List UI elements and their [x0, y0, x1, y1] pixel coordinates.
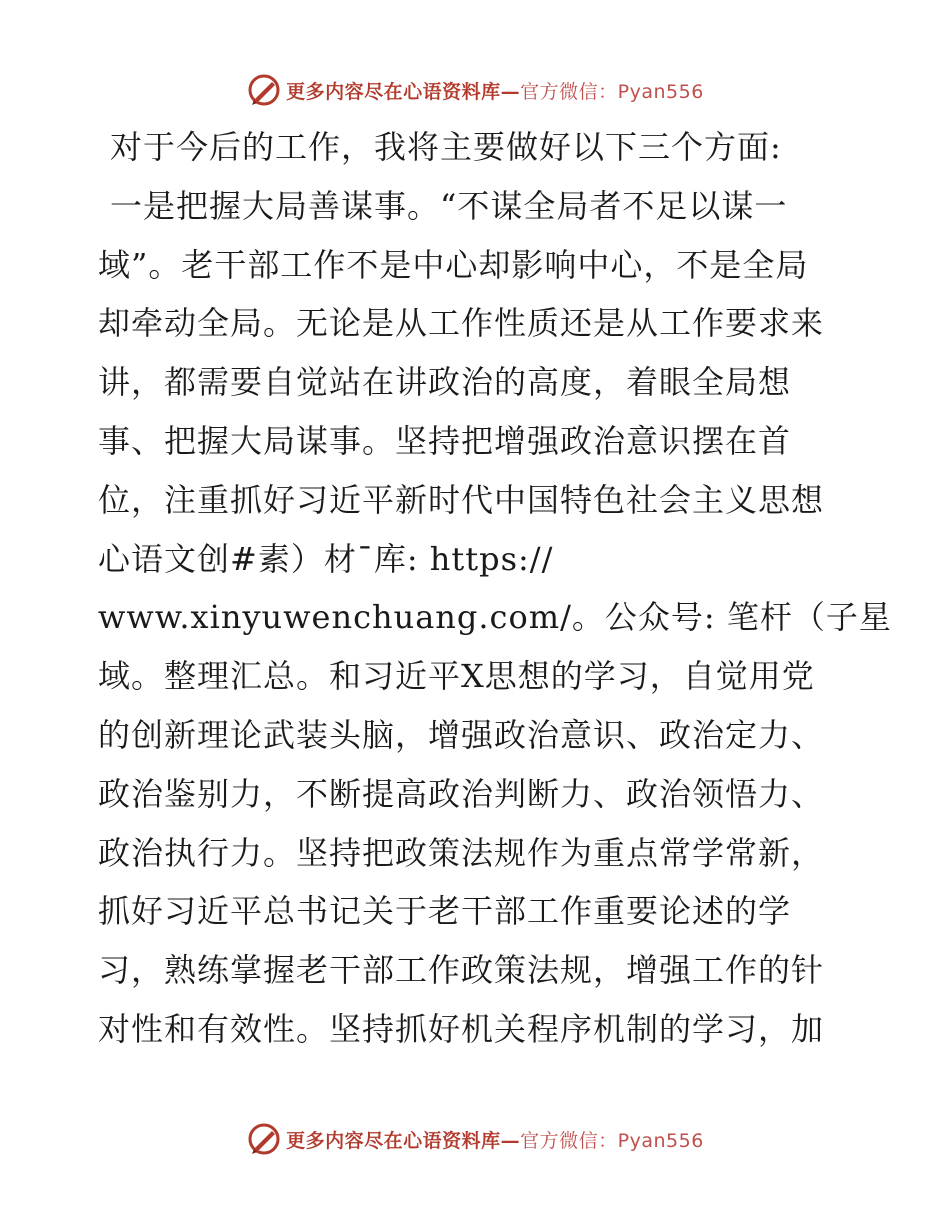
body-line: 讲，都需要自觉站在讲政治的高度，着眼全局想: [98, 363, 792, 402]
body-line: www.xinyuwenchuang.com/。公众号: 笔杆（子星: [98, 598, 892, 637]
footer-banner-contact-text: 官方微信：Pyan556: [520, 1129, 704, 1152]
body-line: 政治执行力。坚持把政策法规作为重点常学常新，: [98, 833, 825, 872]
body-line: 一是把握大局善谋事。“不谋全局者不足以谋一: [110, 186, 788, 225]
body-line: 对于今后的工作，我将主要做好以下三个方面:: [110, 128, 782, 166]
body-line: 位，注重抓好习近平新时代中国特色社会主义思想: [98, 480, 825, 519]
document-body: [98, 118, 892, 1059]
footer-banner: [0, 1121, 950, 1157]
footer-banner-main-text: 更多内容尽在心语资料库—: [286, 1129, 521, 1152]
header-banner-main-text: 更多内容尽在心语资料库—: [286, 80, 521, 103]
body-line: 抓好习近平总书记关于老干部工作重要论述的学: [98, 892, 792, 931]
body-line: 习，熟练掌握老干部工作政策法规，增强工作的针: [98, 951, 825, 990]
body-line: 对性和有效性。坚持抓好机关程序机制的学习，加: [98, 1009, 825, 1048]
body-line: 事、把握大局谋事。坚持把增强政治意识摆在首: [98, 421, 792, 460]
pen-logo-icon: [246, 72, 282, 108]
header-banner-contact-text: 官方微信：Pyan556: [520, 80, 704, 103]
body-line: 域。整理汇总。和习近平X思想的学习，自觉用党: [98, 657, 815, 696]
pen-logo-icon: [246, 1121, 282, 1157]
body-line: 政治鉴别力，不断提高政治判断力、政治领悟力、: [98, 774, 825, 813]
body-line: 却牵动全局。无论是从工作性质还是从工作要求来: [98, 304, 825, 343]
body-line: 心语文创#素）材¯库: https://: [98, 539, 554, 578]
body-line: 的创新理论武装头脑，增强政治意识、政治定力、: [98, 715, 825, 754]
body-line: 域”。老干部工作不是中心却影响中心，不是全局: [98, 245, 809, 284]
header-banner: [0, 72, 950, 108]
